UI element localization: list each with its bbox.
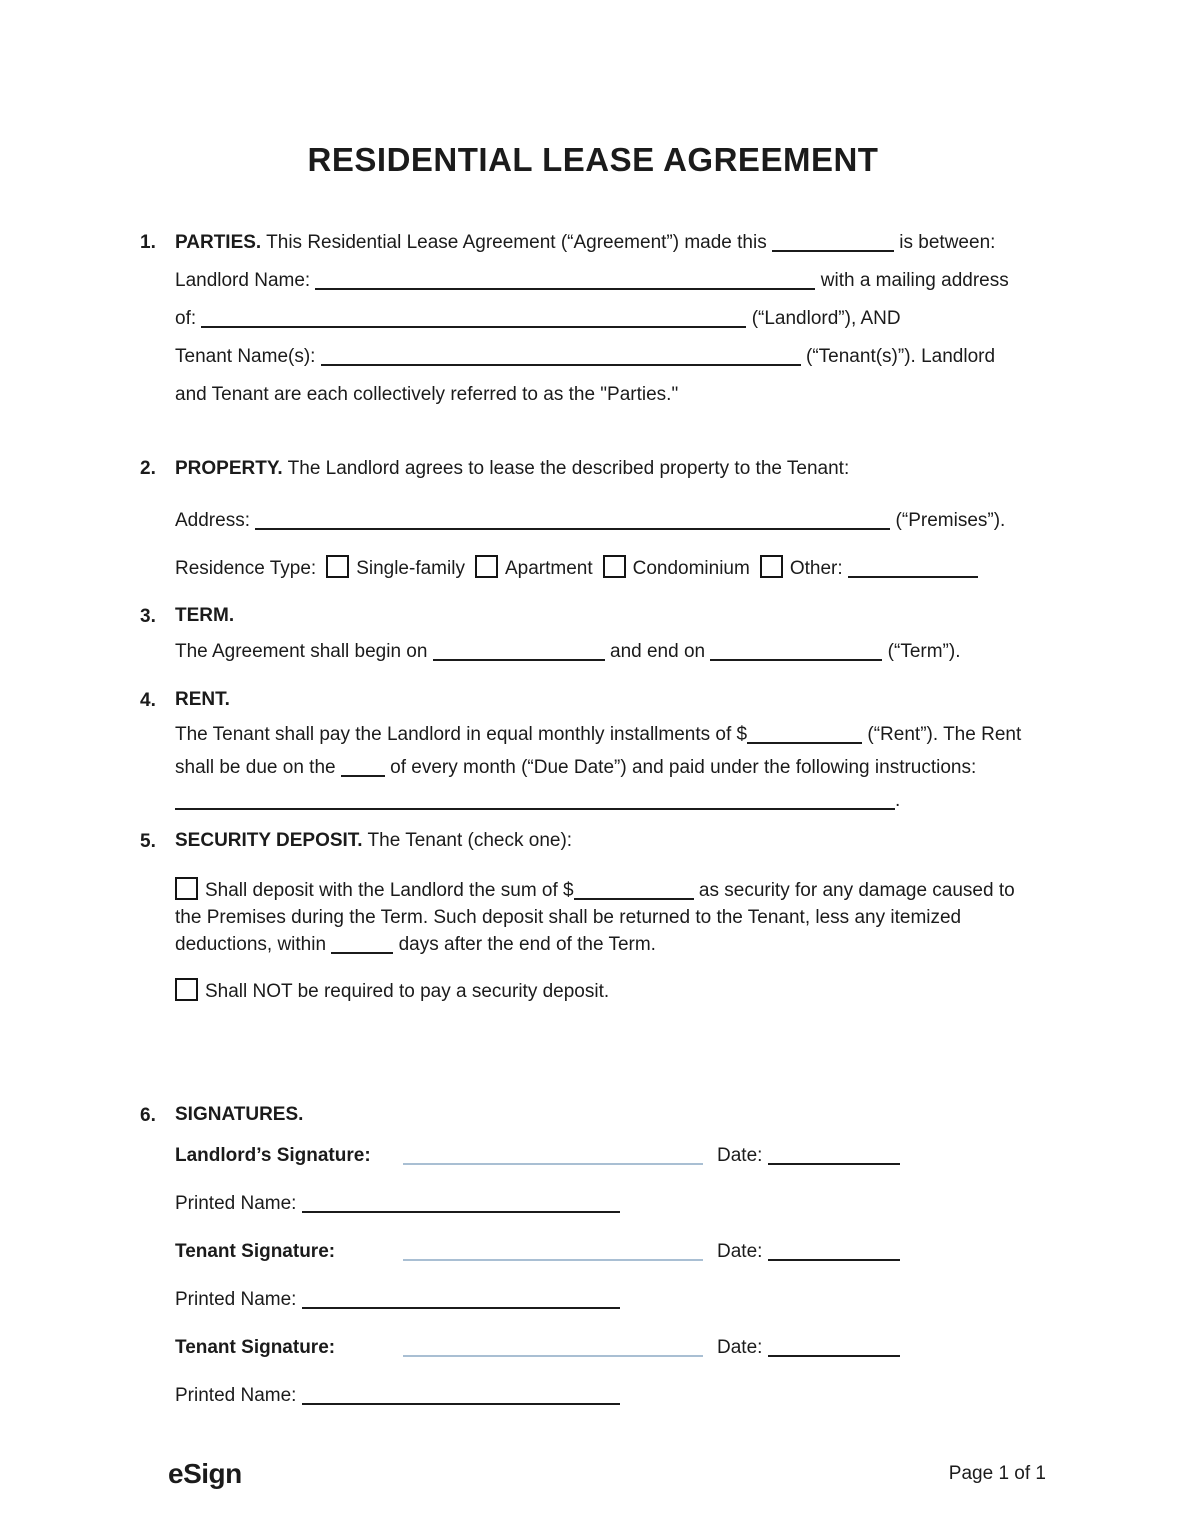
term-start-blank[interactable] bbox=[433, 639, 605, 661]
section-parties bbox=[140, 224, 1046, 414]
security-option-2 bbox=[175, 978, 1046, 1005]
tenant2-printed-name-row bbox=[175, 1383, 1046, 1431]
condominium-label: Condominium bbox=[632, 558, 750, 579]
section-rent-heading: RENT. bbox=[175, 689, 230, 710]
rent-text-3: Rent shall be due on the bbox=[175, 724, 1022, 778]
parties-intro-text: This Residential Lease Agreement (“Agreement”) made this bbox=[266, 232, 767, 253]
property-address-after-text: (“Premises”). bbox=[895, 510, 1006, 531]
tenant2-date-label: Date: bbox=[717, 1337, 763, 1358]
landlord-signature-label: Landlord’s Signature: bbox=[175, 1145, 371, 1166]
section-security-number: 5. bbox=[140, 831, 156, 852]
section-signatures-body bbox=[175, 1097, 1046, 1431]
section-rent bbox=[140, 682, 1046, 817]
tenant1-signature-line[interactable] bbox=[403, 1239, 703, 1261]
section-property-number: 2. bbox=[140, 458, 156, 479]
landlord-printed-name-line[interactable] bbox=[302, 1191, 620, 1213]
rent-heading-line bbox=[175, 682, 1046, 718]
landlord-signature-row bbox=[175, 1143, 1046, 1191]
mailing-address-line bbox=[175, 300, 1046, 338]
deposit-return-days-blank[interactable] bbox=[331, 932, 393, 954]
section-term-body bbox=[175, 598, 1046, 670]
esign-logo: eSign bbox=[168, 1458, 242, 1489]
security-heading-line bbox=[175, 823, 1046, 859]
payment-instructions-blank[interactable] bbox=[175, 788, 895, 810]
section-property-body bbox=[175, 450, 1046, 588]
property-address-line bbox=[175, 502, 1046, 540]
landlord-signature-date-line[interactable] bbox=[768, 1143, 900, 1165]
tenant2-signature-date-line[interactable] bbox=[768, 1335, 900, 1357]
tenant1-printed-name-line[interactable] bbox=[302, 1287, 620, 1309]
parties-closing-line bbox=[175, 376, 1046, 414]
other-residence-blank[interactable] bbox=[848, 556, 978, 578]
term-end-blank[interactable] bbox=[710, 639, 882, 661]
section-term-heading: TERM. bbox=[175, 605, 235, 626]
security-option-2-text: Shall NOT be required to pay a security deposit. bbox=[205, 981, 610, 1002]
security-option-1-text-3: days after the end of the Term. bbox=[398, 934, 656, 955]
mailing-address-blank[interactable] bbox=[201, 306, 746, 328]
tenant2-printed-name-line[interactable] bbox=[302, 1383, 620, 1405]
section-parties-number: 1. bbox=[140, 232, 156, 253]
apartment-label: Apartment bbox=[504, 558, 593, 579]
tenant1-date-label: Date: bbox=[717, 1241, 763, 1262]
section-term-number: 3. bbox=[140, 606, 156, 627]
property-address-blank[interactable] bbox=[255, 508, 890, 530]
security-option-1 bbox=[175, 877, 1046, 958]
tenant1-signature-label: Tenant Signature: bbox=[175, 1241, 336, 1262]
signatures-heading-line bbox=[175, 1097, 1046, 1133]
residence-type-line bbox=[175, 550, 1046, 588]
section-signatures-number: 6. bbox=[140, 1105, 156, 1126]
tenant2-signature-row bbox=[175, 1335, 1046, 1383]
other-checkbox[interactable] bbox=[760, 555, 783, 578]
section-security-deposit bbox=[140, 823, 1046, 1005]
security-intro-text: The Tenant (check one): bbox=[367, 830, 573, 851]
security-option-1-text-1: Shall deposit with the Landlord the sum of $ bbox=[205, 880, 574, 901]
parties-intro-line bbox=[175, 224, 1046, 262]
section-term bbox=[140, 598, 1046, 670]
tenant-names-after-text: (“Tenant(s)”). Landlord bbox=[806, 346, 996, 367]
condominium-checkbox[interactable] bbox=[603, 555, 626, 578]
property-address-label: Address: bbox=[175, 510, 250, 531]
section-signatures bbox=[140, 1097, 1046, 1431]
no-deposit-checkbox[interactable] bbox=[175, 978, 198, 1001]
tenant2-signature-label: Tenant Signature: bbox=[175, 1337, 336, 1358]
parties-intro-after-text: is between: bbox=[899, 232, 996, 253]
landlord-name-after-text: with a mailing address bbox=[820, 270, 1009, 291]
rent-text-5: instructions: bbox=[874, 757, 977, 778]
security-option-1-text-2: as security for any damage caused to the Premises during the Term. Such deposit shall be returned to the Tenant, less any itemized deductions, within bbox=[175, 880, 1015, 955]
section-property bbox=[140, 450, 1046, 588]
tenant-names-label: Tenant Name(s): bbox=[175, 346, 316, 367]
rent-text-4: of every month (“Due Date”) and paid under the following bbox=[390, 757, 870, 778]
parties-closing-text: and Tenant are each collectively referred to as the "Parties." bbox=[175, 384, 679, 405]
term-begin-text: The Agreement shall begin on bbox=[175, 641, 428, 662]
rent-text-2: (“Rent”). The bbox=[867, 724, 976, 745]
residence-type-label: Residence Type: bbox=[175, 558, 317, 579]
landlord-date-label: Date: bbox=[717, 1145, 763, 1166]
section-security-heading: SECURITY DEPOSIT. bbox=[175, 830, 363, 851]
term-dates-line bbox=[175, 634, 1046, 670]
tenant2-printed-name-label: Printed Name: bbox=[175, 1385, 297, 1406]
other-label: Other: bbox=[789, 558, 843, 579]
landlord-name-blank[interactable] bbox=[315, 268, 815, 290]
page-footer bbox=[140, 1458, 1046, 1490]
tenant1-signature-date-line[interactable] bbox=[768, 1239, 900, 1261]
tenant-names-line bbox=[175, 338, 1046, 376]
tenant1-signature-row bbox=[175, 1239, 1046, 1287]
rent-amount-blank[interactable] bbox=[747, 722, 862, 744]
landlord-printed-name-row bbox=[175, 1191, 1046, 1239]
section-rent-number: 4. bbox=[140, 690, 156, 711]
term-heading-line bbox=[175, 598, 1046, 634]
section-signatures-heading: SIGNATURES. bbox=[175, 1104, 304, 1125]
landlord-signature-line[interactable] bbox=[403, 1143, 703, 1165]
landlord-name-label: Landlord Name: bbox=[175, 270, 311, 291]
apartment-checkbox[interactable] bbox=[475, 555, 498, 578]
agreement-date-blank[interactable] bbox=[772, 230, 894, 252]
mailing-address-after-text: (“Landlord”), AND bbox=[751, 308, 901, 329]
property-intro-text: The Landlord agrees to lease the described property to the Tenant: bbox=[287, 458, 850, 479]
section-rent-body bbox=[175, 682, 1046, 817]
single-family-checkbox[interactable] bbox=[326, 555, 349, 578]
section-parties-body bbox=[175, 224, 1046, 414]
mailing-address-label: of: bbox=[175, 308, 197, 329]
landlord-printed-name-label: Printed Name: bbox=[175, 1193, 297, 1214]
tenant2-signature-line[interactable] bbox=[403, 1335, 703, 1357]
property-intro-line bbox=[175, 450, 1046, 488]
section-security-body bbox=[175, 823, 1046, 1005]
term-and-end-text: and end on bbox=[610, 641, 706, 662]
rent-text-6: . bbox=[895, 790, 901, 811]
tenant1-printed-name-label: Printed Name: bbox=[175, 1289, 297, 1310]
tenant-names-blank[interactable] bbox=[321, 344, 801, 366]
due-day-blank[interactable] bbox=[341, 755, 385, 777]
landlord-name-line bbox=[175, 262, 1046, 300]
section-property-heading: PROPERTY. bbox=[175, 458, 283, 479]
term-suffix-text: (“Term”). bbox=[887, 641, 961, 662]
single-family-label: Single-family bbox=[356, 558, 465, 579]
page-number-label: Page 1 of 1 bbox=[948, 1463, 1046, 1484]
deposit-amount-blank[interactable] bbox=[574, 878, 694, 900]
rent-paragraph bbox=[175, 718, 1046, 817]
tenant1-printed-name-row bbox=[175, 1287, 1046, 1335]
rent-text-1: The Tenant shall pay the Landlord in equal monthly installments of $ bbox=[175, 724, 748, 745]
document-content bbox=[0, 224, 1186, 1431]
section-parties-heading: PARTIES. bbox=[175, 232, 262, 253]
document-title: RESIDENTIAL LEASE AGREEMENT bbox=[307, 141, 879, 178]
deposit-required-checkbox[interactable] bbox=[175, 877, 198, 900]
